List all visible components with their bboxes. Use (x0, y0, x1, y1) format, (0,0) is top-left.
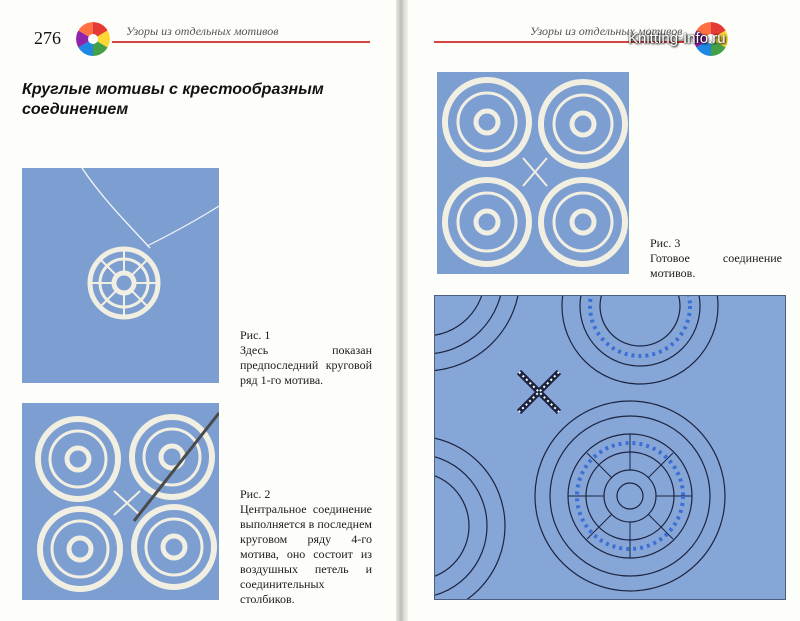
figure-3-photo (437, 72, 629, 274)
figure-3-label: Рис. 3 (650, 236, 681, 250)
book-gutter (396, 0, 408, 621)
page-title-line2: соединением (22, 101, 129, 118)
figure-1-photo (22, 168, 219, 383)
page-title (22, 80, 352, 120)
figure-1-label: Рис. 1 (240, 328, 271, 342)
figure-1-text: Здесь показан предпоследний круговой ряд 1-го мотива. (240, 343, 372, 387)
figure-2-photo (22, 403, 219, 600)
figure-2-text: Центральное соединение выполняется в последнем круговом ряду 4-го мотива, оно состоит из воздушных петель и соединительных столбиков. (240, 502, 372, 606)
crochet-scheme-diagram (434, 295, 786, 600)
figure-2-label: Рис. 2 (240, 487, 271, 501)
figure-3-caption (650, 236, 782, 281)
page-title-line1: Круглые мотивы с крестообразным (22, 81, 324, 98)
color-wheel-icon (76, 22, 110, 56)
running-head-right: Узоры из отдельных мотивов (530, 24, 683, 38)
figure-1-caption (240, 328, 372, 388)
figure-3-text: Готовое соединение мотивов. (650, 251, 782, 280)
page-number: 276 (34, 28, 61, 48)
site-watermark: Knitting-Info.ru (628, 30, 726, 47)
figure-2-caption (240, 487, 372, 607)
header-rule-left (112, 41, 370, 43)
running-head-left: Узоры из отдельных мотивов (126, 24, 279, 38)
